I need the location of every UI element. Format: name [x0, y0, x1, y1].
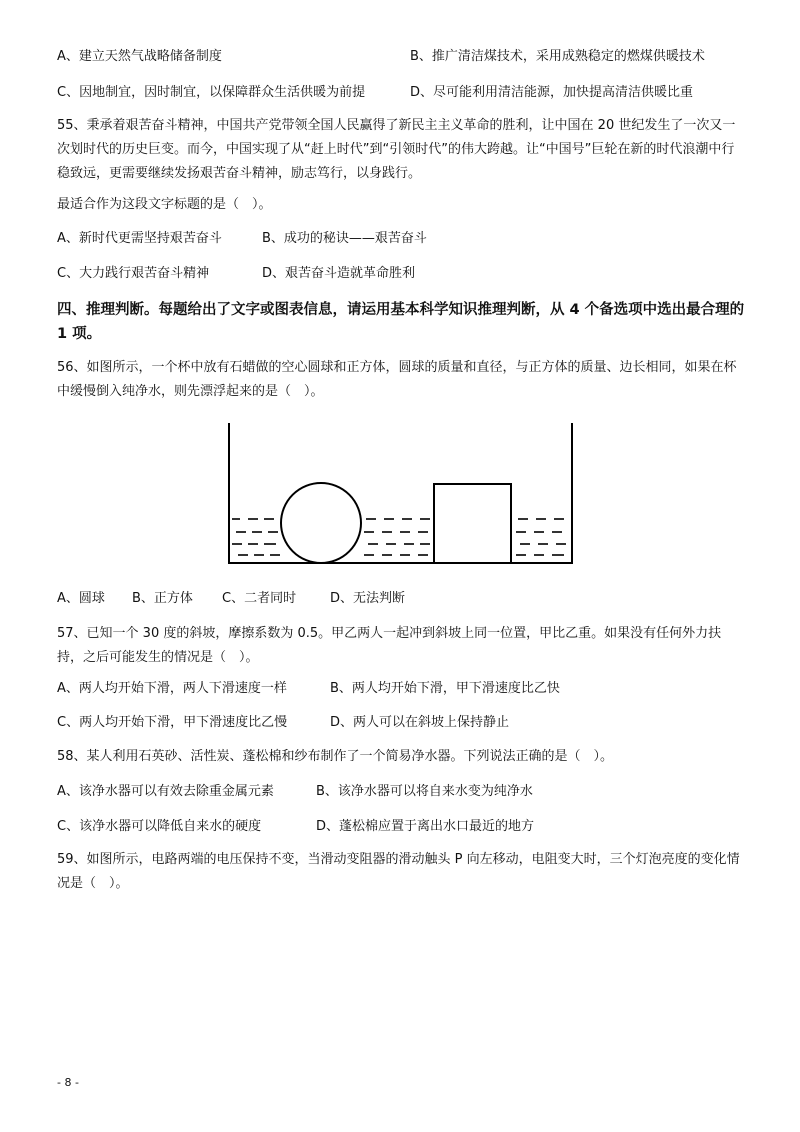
- q57-stem: 57、已知一个 30 度的斜坡，摩擦系数为 0.5。甲乙两人一起冲到斜坡上同一位置，甲比乙重。如果没有任何外力扶持，之后可能发生的情况是（ ）。: [57, 626, 722, 665]
- q54-option-c: C、因地制宜，因时制宜，以保障群众生活供暖为前提: [57, 85, 366, 100]
- q58-option-b: B、该净水器可以将自来水变为纯净水: [316, 784, 533, 799]
- q54-option-d: D、尽可能利用清洁能源，加快提高清洁供暖比重: [410, 85, 694, 100]
- q56-option-b: B、正方体: [132, 591, 193, 606]
- q55-option-b: B、成功的秘诀——艰苦奋斗: [262, 231, 427, 246]
- q54-option-a: A、建立天然气战略储备制度: [57, 49, 222, 64]
- q56-stem: 56、如图所示，一个杯中放有石蜡做的空心圆球和正方体，圆球的质量和直径，与正方体的质量、边长相同，如果在杯中缓慢倒入纯净水，则先漂浮起来的是（ ）。: [57, 360, 737, 399]
- q56-option-d: D、无法判断: [330, 591, 406, 606]
- q55-question: 最适合作为这段文字标题的是（ ）。: [57, 197, 272, 212]
- q57-option-c: C、两人均开始下滑，甲下滑速度比乙慢: [57, 715, 288, 730]
- q58-stem: 58、某人利用石英砂、活性炭、蓬松棉和纱布制作了一个简易净水器。下列说法正确的是（ ）。: [57, 749, 614, 764]
- page-number: - 8 -: [57, 1076, 79, 1089]
- wax-cube: [434, 484, 511, 563]
- q56-option-a: A、圆球: [57, 591, 105, 606]
- section-four-heading: 四、推理判断。每题给出了文字或图表信息，请运用基本科学知识推理判断，从 4 个备选项中选出最合理的 1 项。: [57, 302, 745, 342]
- q58-option-c: C、该净水器可以降低自来水的硬度: [57, 819, 262, 834]
- q58-option-d: D、蓬松棉应置于离出水口最近的地方: [316, 819, 535, 834]
- water-lines: [232, 519, 566, 555]
- q55-option-a: A、新时代更需坚持艰苦奋斗: [57, 231, 222, 246]
- q57-option-d: D、两人可以在斜坡上保持静止: [330, 715, 510, 730]
- q57-option-a: A、两人均开始下滑，两人下滑速度一样: [57, 681, 287, 696]
- cup-outline: [229, 423, 572, 563]
- wax-sphere: [281, 483, 361, 563]
- q55-stem: 55、秉承着艰苦奋斗精神，中国共产党带领全国人民赢得了新民主主义革命的胜利，让中国在 20 世纪发生了一次又一次划时代的历史巨变。而今，中国实现了从“赶上时代”到“引领时代”的伟大跨越。让“中国号”巨轮在新的时代浪潮中行稳致远，更需要继续发扬艰苦奋斗精神，励志笃行，以身践行。: [57, 118, 736, 181]
- q58-option-a: A、该净水器可以有效去除重金属元素: [57, 784, 274, 799]
- q55-option-c: C、大力践行艰苦奋斗精神: [57, 266, 210, 281]
- q55-option-d: D、艰苦奋斗造就革命胜利: [262, 266, 416, 281]
- q54-option-b: B、推广清洁煤技术，采用成熟稳定的燃煤供暖技术: [410, 49, 705, 64]
- q56-option-c: C、二者同时: [222, 591, 297, 606]
- cup-figure: [226, 420, 578, 566]
- q57-option-b: B、两人均开始下滑，甲下滑速度比乙快: [330, 681, 560, 696]
- q59-stem: 59、如图所示，电路两端的电压保持不变，当滑动变阻器的滑动触头 P 向左移动，电阻变大时，三个灯泡亮度的变化情况是（ ）。: [57, 852, 740, 891]
